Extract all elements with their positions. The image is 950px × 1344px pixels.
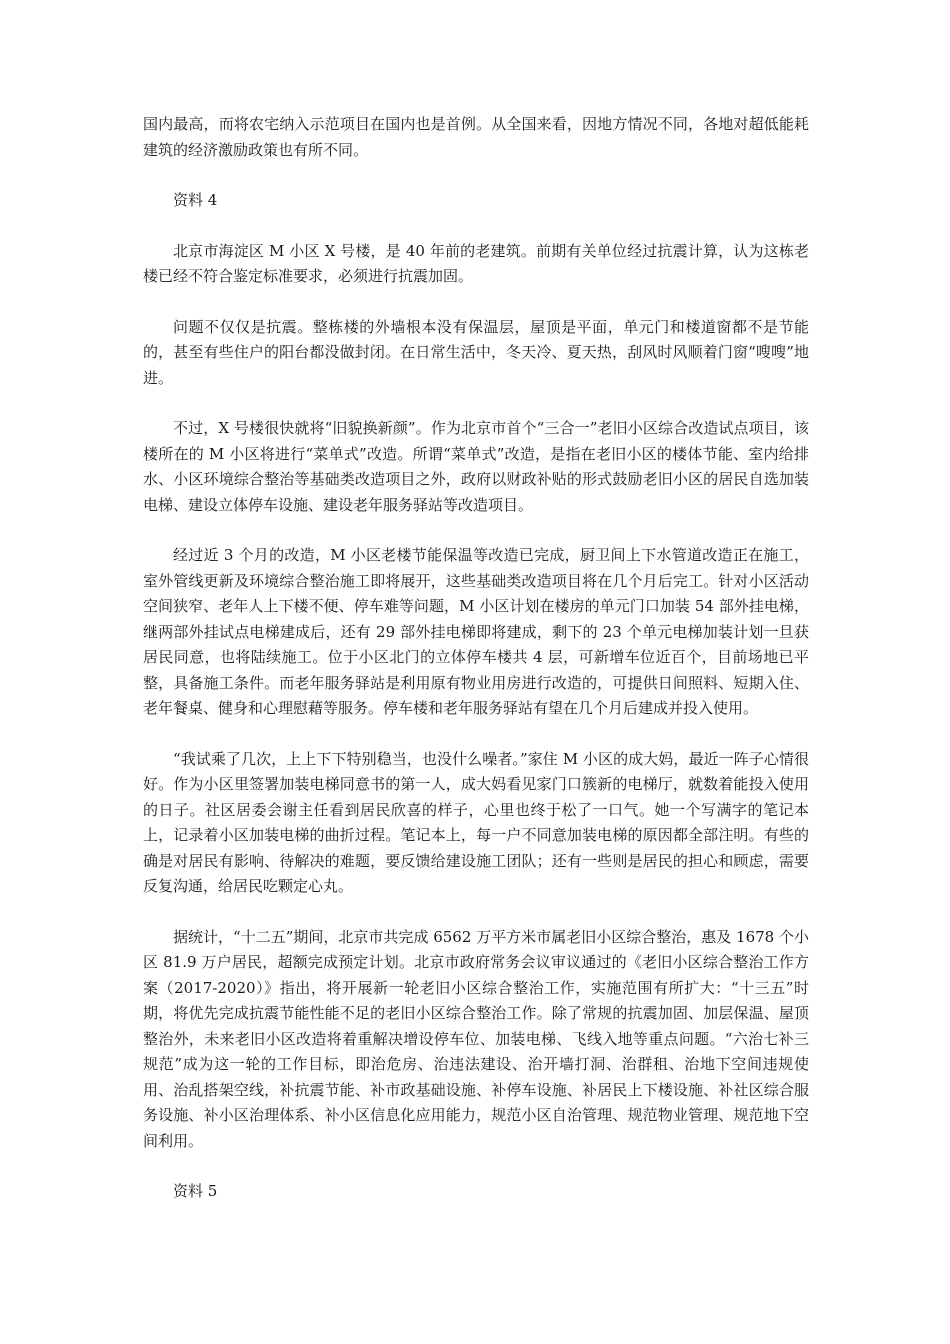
paragraph: 不过，X 号楼很快就将“旧貌换新颜”。作为北京市首个“三合一”老旧小区综合改造试点项目，该楼所在的 M 小区将进行“菜单式”改造。所谓“菜单式”改造，是指在老旧小区的楼体节能、室内给排水、小区环境综合整治等基础类改造项目之外，政府以财政补贴的形式鼓励老旧小区的居民自选加装电梯、建设立体停车设施、建设老年服务驿站等改造项目。 (143, 419, 809, 514)
section-heading-material-5: 资料 5 (173, 1182, 218, 1200)
paragraph: 据统计，“十二五”期间，北京市共完成 6562 万平方米市属老旧小区综合整治，惠及 1678 个小区 81.9 万户居民，超额完成预定计划。北京市政府常务会议审议通过的《老旧小区综合整治工作方案（2017-2020）》指出，将开展新一轮老旧小区综合整治工作，实施范围有所扩大：“十三五”时期，将优先完成抗震节能性能不足的老旧小区综合整治工作。除了常规的抗震加固、加层保温、屋顶整治外，未来老旧小区改造将着重解决增设停车位、加装电梯、飞线入地等重点问题。“六治七补三规范”成为这一轮的工作目标，即治危房、治违法建设、治开墙打洞、治群租、治地下空间违规使用、治乱搭架空线，补抗震节能、补市政基础设施、补停车设施、补居民上下楼设施、补社区综合服务设施、补小区治理体系、补小区信息化应用能力，规范小区自治管理、规范物业管理、规范地下空间利用。 (143, 927, 809, 1150)
document-page (143, 112, 809, 1230)
paragraph: 问题不仅仅是抗震。整栋楼的外墙根本没有保温层，屋顶是平面，单元门和楼道窗都不是节能的，甚至有些住户的阳台都没做封闭。在日常生活中，冬天冷、夏天热，刮风时风顺着门窗“嗖嗖”地进。 (143, 317, 809, 387)
paragraph-continuation: 国内最高，而将农宅纳入示范项目在国内也是首例。从全国来看，因地方情况不同，各地对超低能耗建筑的经济激励政策也有所不同。 (143, 115, 809, 159)
paragraph: “我试乘了几次，上上下下特别稳当，也没什么噪者。”家住 M 小区的成大妈，最近一阵子心情很好。作为小区里签署加装电梯同意书的第一人，成大妈看见家门口簇新的电梯厅，就数着能投入使用的日子。社区居委会谢主任看到居民欣喜的样子，心里也终于松了一口气。她一个写满字的笔记本上，记录着小区加装电梯的曲折过程。笔记本上，每一户不同意加装电梯的原因都全部注明。有些的确是对居民有影响、待解决的难题，要反馈给建设施工团队；还有一些则是居民的担心和顾虑，需要反复沟通，给居民吃颗定心丸。 (143, 749, 809, 895)
paragraph: 经过近 3 个月的改造，M 小区老楼节能保温等改造已完成，厨卫间上下水管道改造正在施工，室外管线更新及环境综合整治施工即将展开，这些基础类改造项目将在几个月后完工。针对小区活动空间狭窄、老年人上下楼不便、停车难等问题，M 小区计划在楼房的单元门口加装 54 部外挂电梯，继两部外挂试点电梯建成后，还有 29 部外挂电梯即将建成，剩下的 23 个单元电梯加装计划一旦获居民同意，也将陆续施工。位于小区北门的立体停车楼共 4 层，可新增车位近百个，目前场地已平整，具备施工条件。而老年服务驿站是利用原有物业用房进行改造的，可提供日间照料、短期入住、老年餐桌、健身和心理慰藉等服务。停车楼和老年服务驿站有望在几个月后建成并投入使用。 (143, 546, 809, 717)
paragraph: 北京市海淀区 M 小区 X 号楼，是 40 年前的老建筑。前期有关单位经过抗震计算，认为这栋老楼已经不符合鉴定标准要求，必须进行抗震加固。 (143, 241, 809, 285)
section-heading-material-4: 资料 4 (173, 191, 218, 209)
